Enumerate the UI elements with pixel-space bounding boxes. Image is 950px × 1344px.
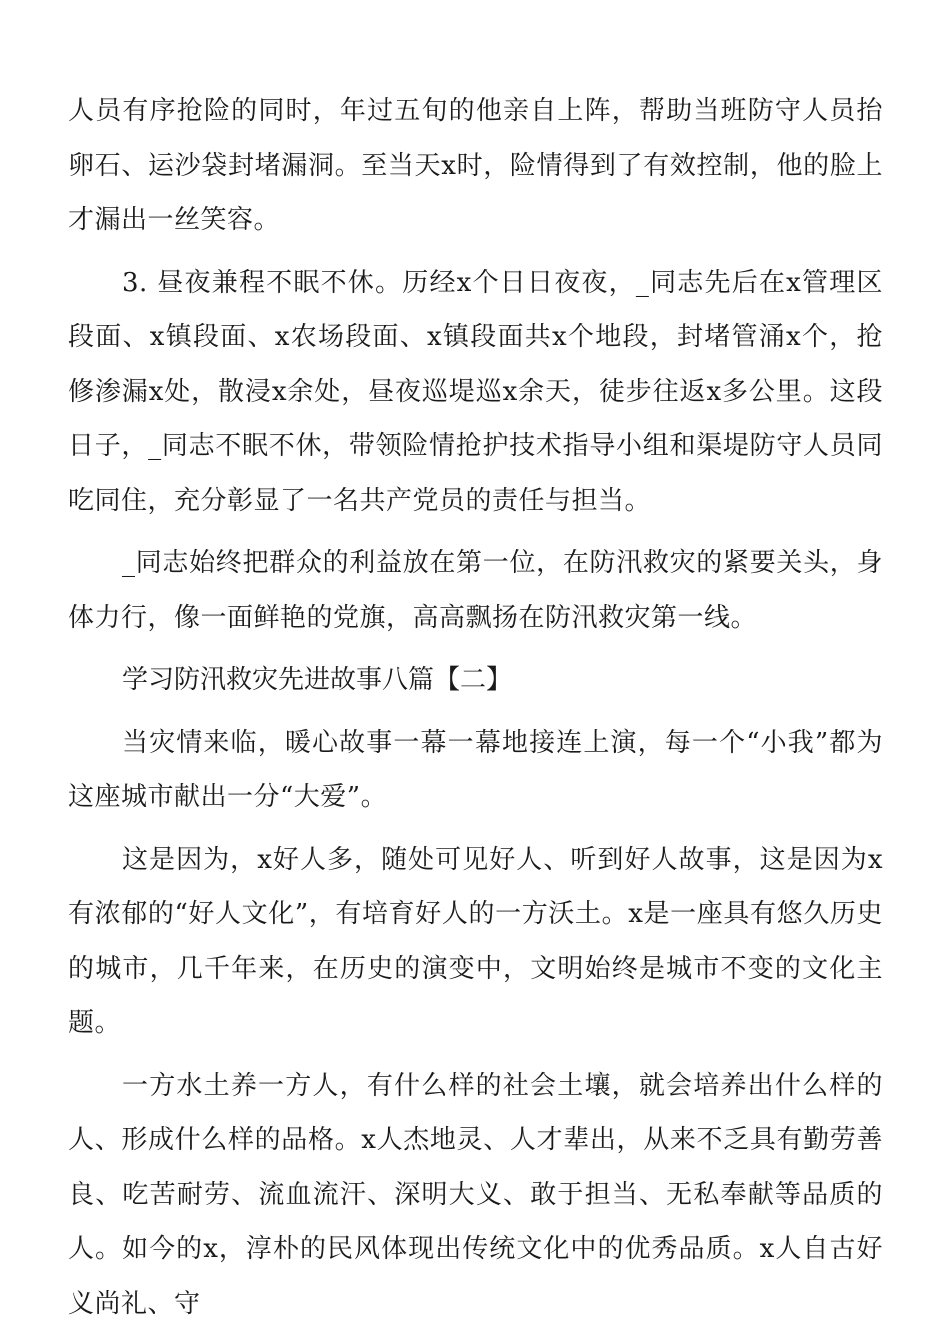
paragraph-intro: 当灾情来临，暖心故事一幕一幕地接连上演，每一个“小我”都为这座城市献出一分“大爱”。 (68, 727, 883, 812)
paragraph-summary: _同志始终把群众的利益放在第一位，在防汛救灾的紧要关头，身体力行，像一面鲜艳的党旗，高高飘扬在防汛救灾第一线。 (68, 548, 883, 633)
section-heading: 学习防汛救灾先进故事八篇【二】 (122, 665, 513, 695)
paragraph-good-people: 这是因为，x好人多，随处可见好人、听到好人故事，这是因为x有浓郁的“好人文化”，有培育好人的一方沃土。x是一座具有悠久历史的城市，几千年来，在历史的演变中，文明始终是城市不变的文化主题。 (68, 844, 883, 1038)
document-page (68, 84, 883, 1339)
paragraph-culture: 一方水土养一方人，有什么样的社会土壤，就会培养出什么样的人、形成什么样的品格。x人杰地灵、人才辈出，从来不乏具有勤劳善良、吃苦耐劳、流血流汗、深明大义、敢于担当、无私奉献等品质的人。如今的x，淳朴的民风体现出传统文化中的优秀品质。x人自古好义尚礼、守 (68, 1070, 883, 1319)
paragraph-item-3: 3. 昼夜兼程不眠不休。历经x个日日夜夜，_同志先后在x管理区段面、x镇段面、x农场段面、x镇段面共x个地段，封堵管涌x个，抢修渗漏x处，散浸x余处，昼夜巡堤巡x余天，徒步往返x多公里。这段日子，_同志不眠不休，带领险情抢护技术指导小组和渠堤防守人员同吃同住，充分彰显了一名共产党员的责任与担当。 (68, 267, 883, 516)
paragraph-continuation: 人员有序抢险的同时，年过五旬的他亲自上阵，帮助当班防守人员抬卵石、运沙袋封堵漏洞。至当天x时，险情得到了有效控制，他的脸上才漏出一丝笑容。 (68, 96, 883, 235)
